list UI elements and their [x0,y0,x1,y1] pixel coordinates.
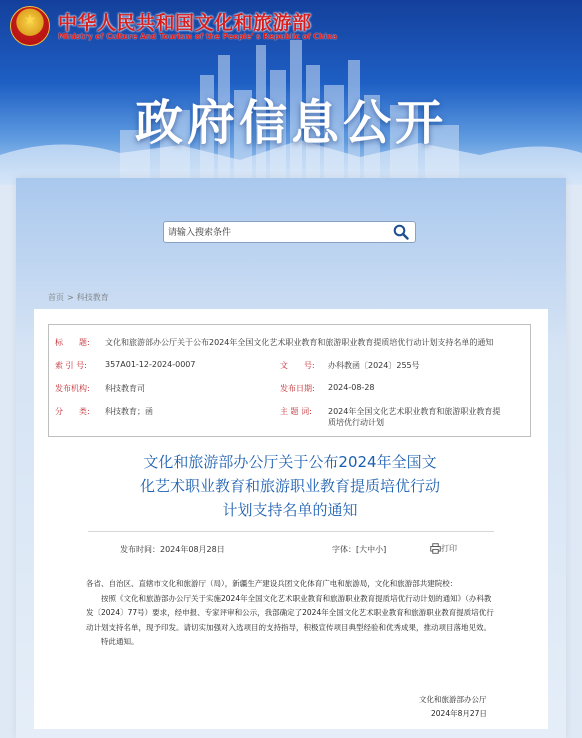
header-banner [0,0,582,185]
meta-category-label: 分 类: [55,407,90,416]
font-large-button[interactable]: 大 [359,545,368,554]
breadcrumb-home[interactable]: 首页 [48,293,64,302]
font-medium-button[interactable]: 中 [367,545,376,554]
national-emblem-logo: ★ [10,6,50,46]
salutation-paragraph: 各省、自治区、直辖市文化和旅游厅（局），新疆生产建设兵团文化体育广电和旅游局，文化和旅游部共建院校： [86,579,458,588]
meta-subject-label: 主 题 词: [280,407,312,416]
meta-index-value: 357A01-12-2024-0007 [105,360,196,369]
publish-time: 发布时间：2024年08月28日 [120,545,225,554]
meta-date-value: 2024-08-28 [328,383,375,392]
meta-title-value: 文化和旅游部办公厅关于公布2024年全国文化艺术职业教育和旅游职业教育提质培优行动计划支持名单的通知 [105,338,494,347]
signature: 文化和旅游部办公厅 [419,695,487,704]
font-size-label: 字体：[ [332,545,360,554]
document-meta-table [48,324,531,437]
signature-date: 2024年8月27日 [431,709,487,718]
article-body [86,577,496,650]
meta-issuer-label: 发布机构: [55,384,90,393]
portal-title: 政府信息公开 [134,95,447,151]
search-input[interactable] [166,223,390,243]
ministry-name-en: Ministry of Culture And Tourism of the People' s Republic of China [58,32,338,41]
title-divider [88,531,494,532]
meta-category-value: 科技教育；函 [105,407,153,416]
printer-icon [430,543,441,554]
closing-paragraph: 特此通知。 [101,637,139,646]
article-title: 文化和旅游部办公厅关于公布2024年全国文化艺术职业教育和旅游职业教育提质培优行动计划支持名单的通知 [140,453,441,519]
ministry-name-cn[interactable]: 中华人民共和国文化和旅游部 [58,12,312,34]
font-small-button[interactable]: 小 [375,545,384,554]
body-paragraph: 按照《文化和旅游部办公厅关于实施2024年全国文化艺术职业教育和旅游职业教育提质培优行动计划的通知》（办科教发〔2024〕77号）要求，经申报、专家评审和公示，我部确定了2024年全国文化艺术职业教育和旅游职业教育提质培优行动计划支持名单，现予印发。请切实加强对入选项目的支持指导，积极宣传项目典型经验和优秀成果，推动项目落地见效。 [86,593,494,632]
meta-docno-label: 文 号: [280,361,315,370]
meta-subject-value: 2024年全国文化艺术职业教育和旅游职业教育提质培优行动计划 [328,407,501,427]
font-size-end: ] [383,545,387,554]
search-bar [163,221,416,243]
meta-index-label: 索 引 号: [55,361,87,370]
meta-title-label: 标 题: [55,338,90,347]
breadcrumb-current[interactable]: 科技教育 [76,293,109,302]
print-button[interactable] [430,543,457,554]
search-icon[interactable] [393,224,409,240]
meta-issuer-value: 科技教育司 [105,384,145,393]
breadcrumb-separator: > [67,293,74,302]
breadcrumb [48,292,112,303]
meta-date-label: 发布日期: [280,384,315,393]
font-size-control [332,544,386,555]
meta-docno-value: 办科教函〔2024〕255号 [328,361,420,370]
print-label: 打印 [441,544,457,553]
